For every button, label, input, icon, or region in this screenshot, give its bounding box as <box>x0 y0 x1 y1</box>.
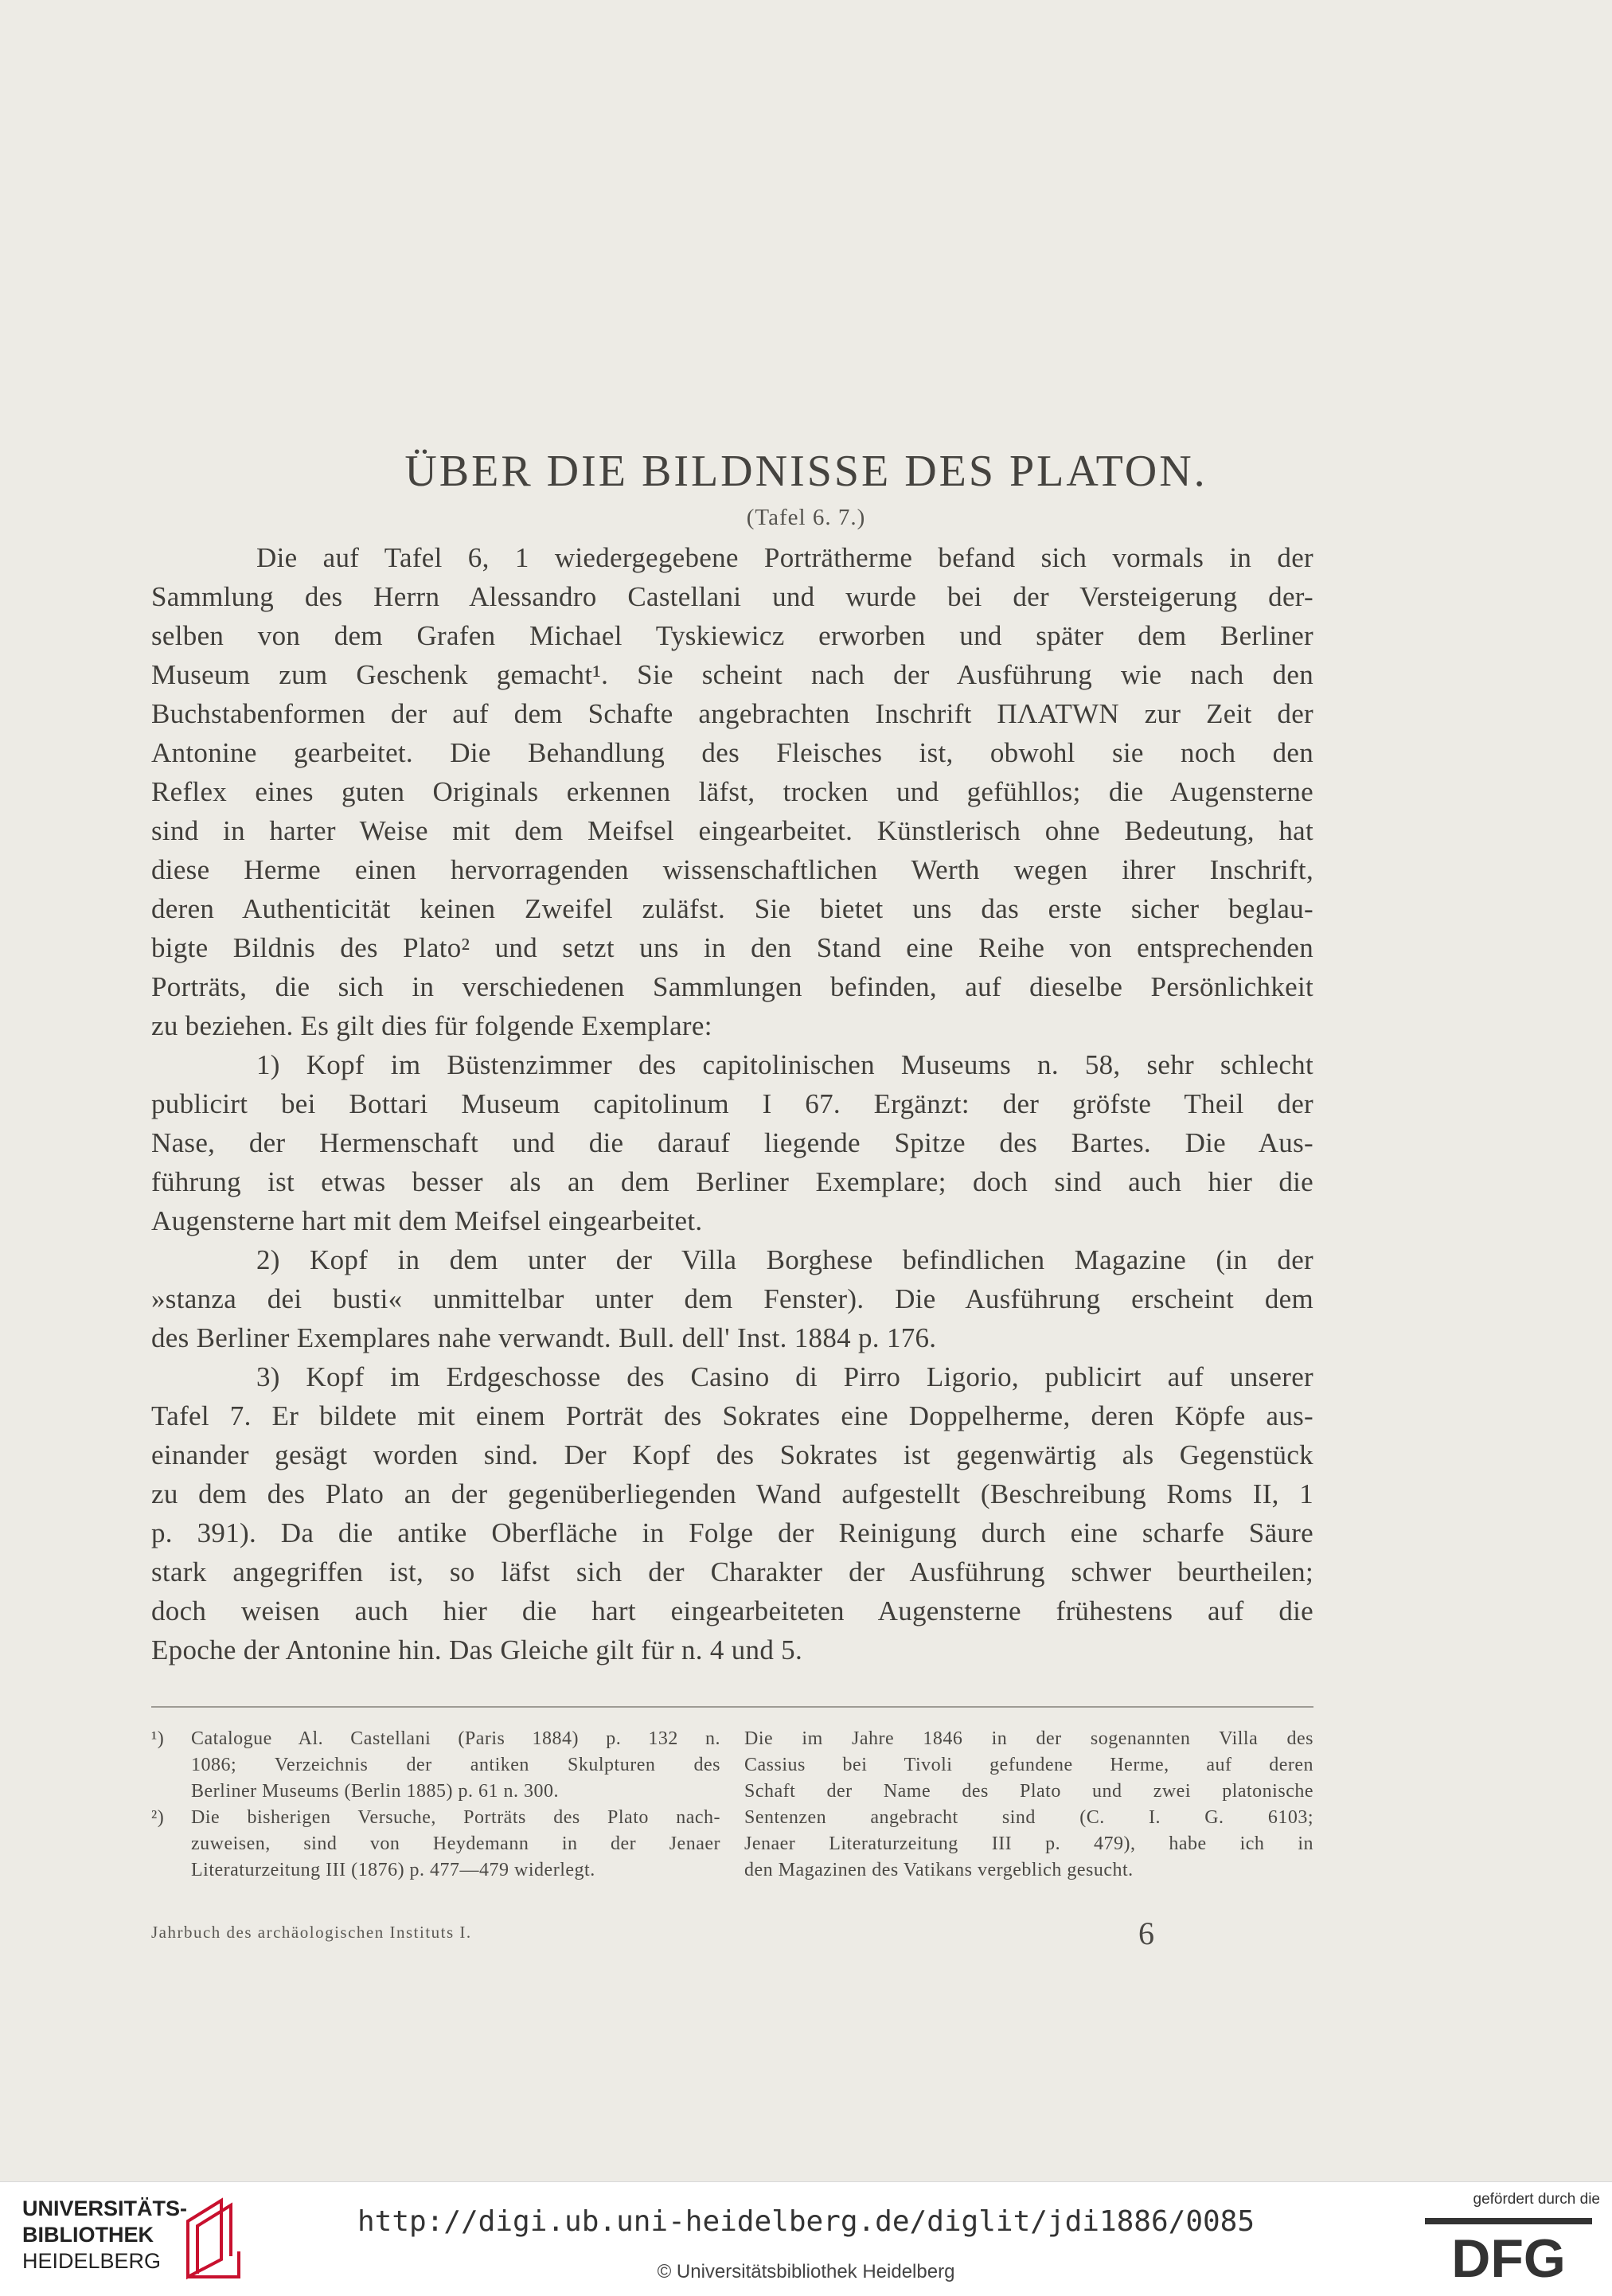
footnote-line <box>744 1805 1313 1831</box>
permalink-url[interactable]: http://digi.ub.uni-heidelberg.de/diglit/jdi1886/0085 <box>357 2205 1255 2238</box>
text-line: Porträts, die sich in verschiedenen Sammlungen befinden, auf dieselbe Persönlichkeit <box>151 971 1313 1002</box>
plate-reference: (Tafel 6. 7.) <box>746 505 866 530</box>
text-line: Tafel 7. Er bildete mit einem Porträt des Sokrates eine Doppelherme, deren Köpfe aus- <box>151 1400 1313 1431</box>
footnote-text: Die im Jahre 1846 in der sogenannten Villa des <box>744 1728 1313 1749</box>
footnote-text: Berliner Museums (Berlin 1885) p. 61 n. 300. <box>191 1781 559 1802</box>
footnote-text: Cassius bei Tivoli gefundene Herme, auf deren <box>744 1755 1313 1775</box>
text-line: selben von dem Grafen Michael Tyskiewicz erworben und später dem Berliner <box>151 620 1313 651</box>
footnote-line <box>151 1857 720 1884</box>
footnote-line <box>744 1857 1313 1884</box>
footnote-text: Schaft der Name des Plato und zwei platonische <box>744 1781 1313 1802</box>
running-footer: Jahrbuch des archäologischen Instituts I. <box>151 1923 472 1942</box>
text-line: Antonine gearbeitet. Die Behandlung des Fleisches ist, obwohl sie noch den <box>151 737 1313 768</box>
footnote-line <box>151 1752 720 1779</box>
footnote-line <box>744 1752 1313 1779</box>
dfg-logo[interactable] <box>1425 2213 1592 2283</box>
dfg-bar-icon <box>1425 2218 1592 2224</box>
text-line: diese Herme einen hervorragenden wissenschaftlichen Werth wegen ihrer Inschrift, <box>151 854 1313 885</box>
text-line: 2) Kopf in dem unter der Villa Borghese befindlichen Magazine (in der <box>256 1244 1313 1275</box>
text-line: Die auf Tafel 6, 1 wiedergegebene Porträtherme befand sich vormals in der <box>256 542 1313 573</box>
body-text <box>151 538 1313 1669</box>
footnotes-left-column <box>151 1726 720 1884</box>
text-line: des Berliner Exemplares nahe verwandt. Bull. dell' Inst. 1884 p. 176. <box>151 1322 937 1353</box>
footnote-text: zuweisen, sind von Heydemann in der Jenaer <box>191 1833 720 1854</box>
text-line: p. 391). Da die antike Oberfläche in Folge der Reinigung durch eine scharfe Säure <box>151 1517 1313 1548</box>
text-line: publicirt bei Bottari Museum capitolinum I 67. Ergänzt: der gröfste Theil der <box>151 1088 1313 1119</box>
text-line: deren Authenticität keinen Zweifel zuläfst. Sie bietet uns das erste sicher beglau- <box>151 893 1313 924</box>
text-line: sind in harter Weise mit dem Meifsel eingearbeitet. Künstlerisch ohne Bedeutung, hat <box>151 815 1313 846</box>
text-line: zu dem des Plato an der gegenüberliegenden Wand aufgestellt (Beschreibung Roms II, 1 <box>151 1478 1313 1509</box>
text-line: »stanza dei busti« unmittelbar unter dem Fenster). Die Ausführung erscheint dem <box>151 1283 1313 1314</box>
footnote-marker: ²) <box>151 1807 165 1828</box>
funding-label: gefördert durch die <box>1473 2191 1600 2208</box>
text-line: 1) Kopf im Büstenzimmer des capitolinischen Museums n. 58, sehr schlecht <box>256 1049 1313 1080</box>
text-line: zu beziehen. Es gilt dies für folgende Exemplare: <box>151 1010 712 1041</box>
footnotes-right-column <box>744 1726 1313 1884</box>
page-number: 6 <box>1138 1915 1154 1951</box>
text-line: Reflex eines guten Originals erkennen läfst, trocken und gefühllos; die Augensterne <box>151 776 1313 807</box>
footnote-text: Literaturzeitung III (1876) p. 477—479 widerlegt. <box>191 1860 595 1880</box>
text-line: Buchstabenformen der auf dem Schafte angebrachten Inschrift ΠΛΑΤWN zur Zeit der <box>151 698 1313 729</box>
footnote-text: Catalogue Al. Castellani (Paris 1884) p. 132 n. <box>191 1728 720 1749</box>
text-line: Sammlung des Herrn Alessandro Castellani und wurde bei der Versteigerung der- <box>151 581 1313 612</box>
footnote-marker: ¹) <box>151 1728 165 1749</box>
library-name: UNIVERSITÄTS- BIBLIOTHEK HEIDELBERG <box>22 2196 188 2273</box>
footnote-text: Sentenzen angebracht sind (C. I. G. 6103; <box>744 1807 1313 1828</box>
dfg-letters: DFG <box>1451 2228 1566 2283</box>
footnote-text: 1086; Verzeichnis der antiken Skulpturen des <box>191 1755 720 1775</box>
text-line: Nase, der Hermenschaft und die darauf liegende Spitze des Bartes. Die Aus- <box>151 1127 1313 1158</box>
footnote-line <box>151 1779 720 1805</box>
copyright-notice: © Universitätsbibliothek Heidelberg <box>657 2261 955 2282</box>
text-line: Epoche der Antonine hin. Das Gleiche gilt für n. 4 und 5. <box>151 1634 803 1665</box>
footnote-line <box>151 1726 720 1752</box>
text-line: einander gesägt worden sind. Der Kopf des Sokrates ist gegenwärtig als Gegenstück <box>151 1439 1313 1470</box>
footnote-line <box>744 1779 1313 1805</box>
text-line: bigte Bildnis des Plato² und setzt uns in den Stand eine Reihe von entsprechenden <box>151 932 1313 963</box>
text-line: Museum zum Geschenk gemacht¹. Sie scheint nach der Ausführung wie nach den <box>151 659 1313 690</box>
footnote-line <box>744 1831 1313 1857</box>
text-line: Augensterne hart mit dem Meifsel eingearbeitet. <box>151 1205 703 1236</box>
text-line: doch weisen auch hier die hart eingearbeiteten Augensterne frühestens auf die <box>151 1595 1313 1626</box>
footnote-text: Jenaer Literaturzeitung III p. 479), habe ich in <box>744 1833 1313 1854</box>
text-line: 3) Kopf im Erdgeschosse des Casino di Pirro Ligorio, publicirt auf unserer <box>256 1361 1313 1392</box>
footnote-text: Die bisherigen Versuche, Porträts des Plato nach- <box>191 1807 720 1828</box>
footnote-line <box>151 1805 720 1831</box>
footnote-text: den Magazinen des Vatikans vergeblich gesucht. <box>744 1860 1134 1880</box>
footnote-line <box>151 1831 720 1857</box>
text-line: führung ist etwas besser als an dem Berliner Exemplare; doch sind auch hier die <box>151 1166 1313 1197</box>
footnote-rule <box>151 1706 1313 1708</box>
article-title: ÜBER DIE BILDNISSE DES PLATON. <box>404 447 1208 496</box>
footnote-line <box>744 1726 1313 1752</box>
text-line: stark angegriffen ist, so läfst sich der Charakter der Ausführung schwer beurtheilen; <box>151 1556 1313 1587</box>
